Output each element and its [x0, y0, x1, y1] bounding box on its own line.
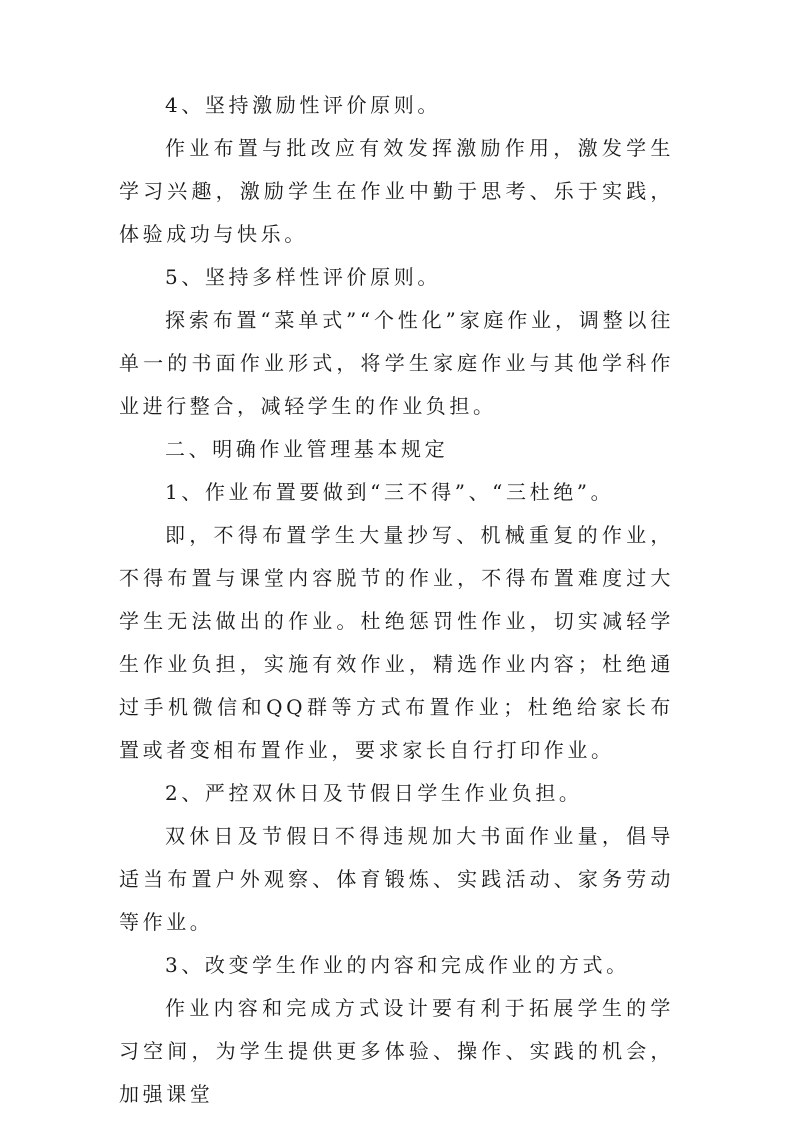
section-heading-holiday-workload: 2、严控双休日及节假日学生作业负担。 — [165, 781, 583, 805]
paragraph-holiday-workload: 双休日及节假日不得违规加大书面作业量，倡导适当布置户外观察、体育锻炼、实践活动、家务劳动等作业。 — [119, 824, 674, 934]
paragraph-three-prohibitions: 即，不得布置学生大量抄写、机械重复的作业，不得布置与课堂内容脱节的作业，不得布置难度过大学生无法做出的作业。杜绝惩罚性作业，切实减轻学生作业负担，实施有效作业，精选作业内容；杜绝通过手机微信和QQ群等方式布置作业；杜绝给家长布置或者变相布置作业，要求家长自行打印作业。 — [119, 523, 674, 762]
section-heading-diversity-principle: 5、坚持多样性评价原则。 — [165, 265, 441, 289]
paragraph-diversity-principle: 探索布置“菜单式”“个性化”家庭作业，调整以往单一的书面作业形式，将学生家庭作业与其他学科作业进行整合，减轻学生的作业负担。 — [119, 308, 674, 418]
section-heading-incentive-principle: 4、坚持激励性评价原则。 — [165, 93, 441, 117]
section-heading-homework-content: 3、改变学生作业的内容和完成作业的方式。 — [165, 953, 630, 977]
paragraph-incentive-principle: 作业布置与批改应有效发挥激励作用，激发学生学习兴趣，激励学生在作业中勤于思考、乐于实践，体验成功与快乐。 — [119, 136, 674, 246]
paragraph-homework-content: 作业内容和完成方式设计要有利于拓展学生的学习空间，为学生提供更多体验、操作、实践的机会，加强课堂 — [119, 996, 674, 1106]
section-heading-three-prohibitions: 1、作业布置要做到“三不得”、“三杜绝”。 — [165, 480, 615, 504]
chapter-heading-homework-rules: 二、明确作业管理基本规定 — [165, 437, 449, 461]
document-body — [119, 84, 674, 1116]
